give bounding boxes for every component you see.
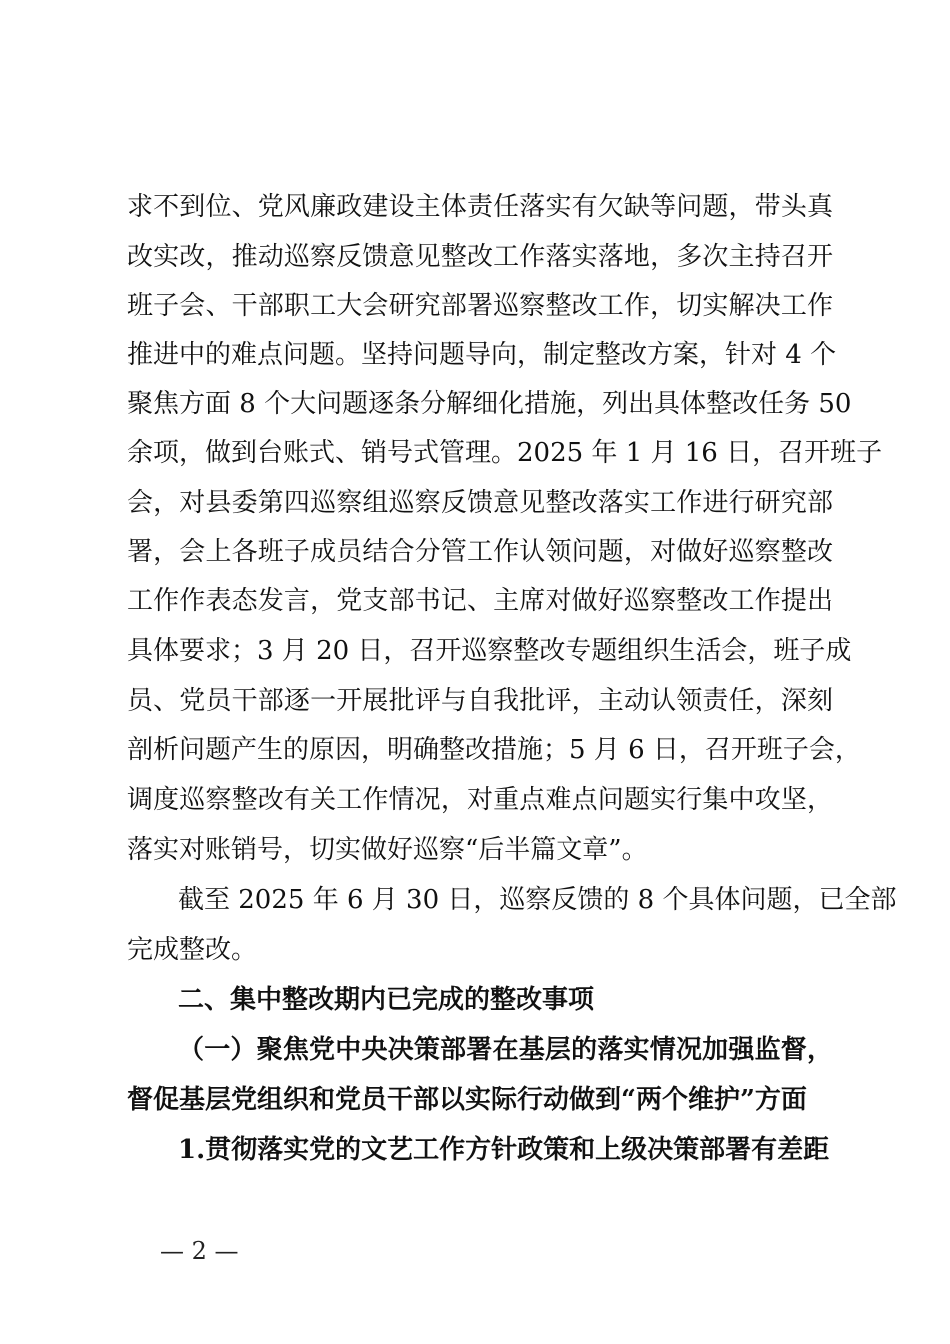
body-text-line: 工作作表态发言，党支部书记、主席对做好巡察整改工作提出 <box>127 586 833 616</box>
subsection-heading: （一）聚焦党中央决策部署在基层的落实情况加强监督， <box>178 1035 833 1065</box>
body-text-line: 聚焦方面 8 个大问题逐条分解细化措施，列出具体整改任务 50 <box>127 389 852 419</box>
subsection-heading: 督促基层党组织和党员干部以实际行动做到“两个维护”方面 <box>127 1085 807 1115</box>
body-text-line: 完成整改。 <box>127 935 258 965</box>
body-text-line: 剖析问题产生的原因，明确整改措施；5 月 6 日，召开班子会， <box>127 735 861 765</box>
body-text-line: 具体要求；3 月 20 日，召开巡察整改专题组织生活会，班子成 <box>127 636 852 666</box>
body-text-line: 调度巡察整改有关工作情况，对重点难点问题实行集中攻坚， <box>127 785 833 815</box>
body-text-line: 推进中的难点问题。坚持问题导向，制定整改方案，针对 4 个 <box>127 340 837 370</box>
page-number: — 2 — <box>160 1237 239 1265</box>
body-text-line: 余项，做到台账式、销号式管理。2025 年 1 月 16 日，召开班子 <box>127 438 883 468</box>
body-text-line: 班子会、干部职工大会研究部署巡察整改工作，切实解决工作 <box>127 291 833 321</box>
body-text-line: 改实改，推动巡察反馈意见整改工作落实落地，多次主持召开 <box>127 242 833 272</box>
item-heading: 1.贯彻落实党的文艺工作方针政策和上级决策部署有差距 <box>178 1135 830 1165</box>
body-text-line: 会，对县委第四巡察组巡察反馈意见整改落实工作进行研究部 <box>127 488 833 518</box>
body-text-line: 落实对账销号，切实做好巡察“后半篇文章”。 <box>127 835 648 865</box>
body-text-line: 员、党员干部逐一开展批评与自我批评，主动认领责任，深刻 <box>127 686 833 716</box>
body-text-line: 截至 2025 年 6 月 30 日，巡察反馈的 8 个具体问题，已全部 <box>178 885 897 915</box>
section-heading: 二、集中整改期内已完成的整改事项 <box>178 985 595 1015</box>
body-text-line: 署，会上各班子成员结合分管工作认领问题，对做好巡察整改 <box>127 537 833 567</box>
body-text-line: 求不到位、党风廉政建设主体责任落实有欠缺等问题，带头真 <box>127 192 833 222</box>
